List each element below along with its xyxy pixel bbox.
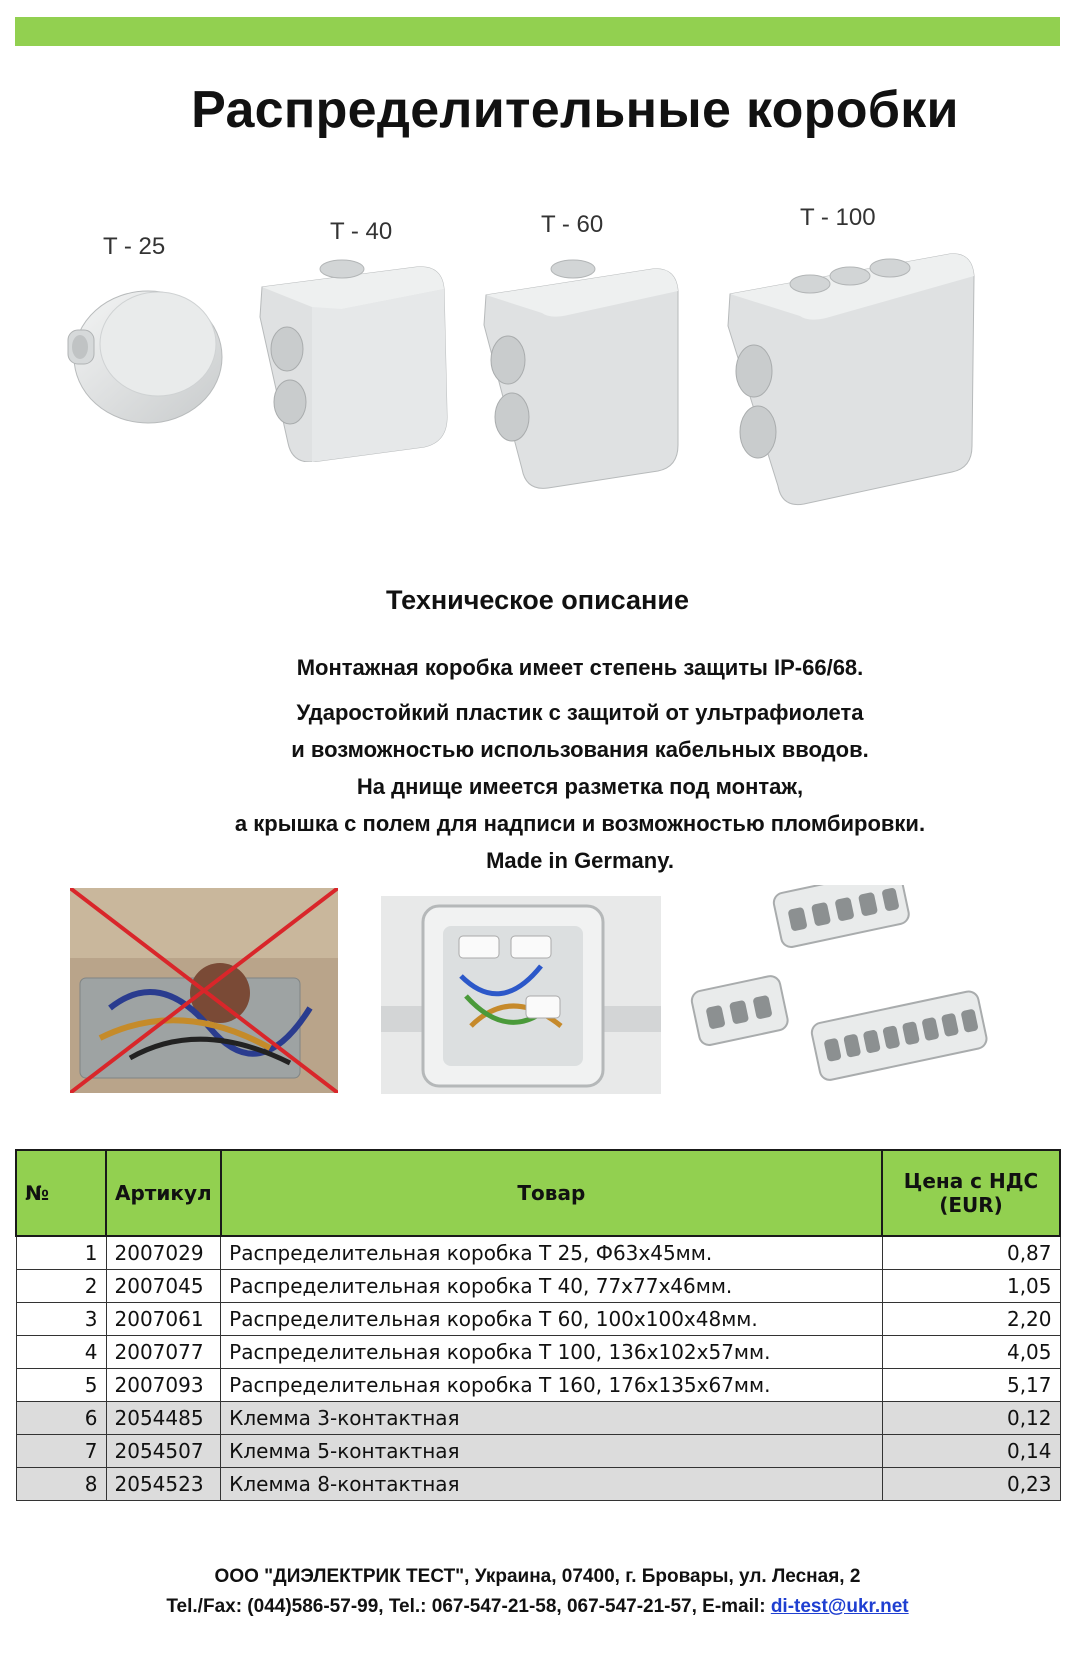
table-row (16, 1236, 1060, 1270)
cell-price: 2,20 (882, 1303, 1060, 1336)
cell-article: 2007077 (106, 1336, 221, 1369)
messy-wiring-photo (70, 888, 338, 1093)
cell-price: 0,23 (882, 1468, 1060, 1501)
footer-address: ООО "ДИЭЛЕКТРИК ТЕСТ", Украина, 07400, г. Бровары, ул. Лесная, 2 (214, 1566, 861, 1587)
header-price-line1: Цена с НДС (903, 1169, 1039, 1193)
table-row (16, 1369, 1060, 1402)
description-line-3: и возможностью использования кабельных вводов. (291, 737, 869, 762)
cell-article: 2007029 (106, 1236, 221, 1270)
junction-box-t100-image (722, 236, 977, 506)
description-line-4: На днище имеется разметка под монтаж, (356, 774, 804, 799)
cell-article: 2054485 (106, 1402, 221, 1435)
table-row (16, 1402, 1060, 1435)
cell-product: Клемма 8-контактная (221, 1468, 882, 1501)
cell-num: 1 (16, 1236, 106, 1270)
header-price-line2: (EUR) (939, 1193, 1003, 1217)
product-label-t40: T - 40 (330, 218, 393, 245)
cell-product: Клемма 5-контактная (221, 1435, 882, 1468)
cell-product: Распределительная коробка Т 100, 136х102х57мм. (221, 1336, 882, 1369)
cell-article: 2007093 (106, 1369, 221, 1402)
description-line-2: Ударостойкий пластик с защитой от ультрафиолета (296, 700, 864, 725)
table-row (16, 1303, 1060, 1336)
cell-product: Клемма 3-контактная (221, 1402, 882, 1435)
cell-product: Распределительная коробка Т 25, Ф63х45мм. (221, 1236, 882, 1270)
product-label-t100: T - 100 (800, 204, 876, 231)
cell-num: 3 (16, 1303, 106, 1336)
cell-num: 2 (16, 1270, 106, 1303)
cell-price: 0,12 (882, 1402, 1060, 1435)
product-label-t60: T - 60 (541, 211, 604, 238)
product-label-t25: T - 25 (103, 233, 166, 260)
header-num: № (16, 1150, 106, 1236)
header-product: Товар (221, 1150, 882, 1236)
cell-product: Распределительная коробка Т 160, 176х135х67мм. (221, 1369, 882, 1402)
cell-num: 4 (16, 1336, 106, 1369)
table-row (16, 1270, 1060, 1303)
page-title: Распределительные коробки (191, 81, 959, 139)
cell-article: 2007061 (106, 1303, 221, 1336)
cell-num: 5 (16, 1369, 106, 1402)
cell-price: 5,17 (882, 1369, 1060, 1402)
junction-box-t40-image (252, 257, 452, 462)
top-accent-bar (15, 17, 1060, 46)
cell-num: 6 (16, 1402, 106, 1435)
description-line-6: Made in Germany. (486, 848, 674, 873)
terminal-clamps-photo (682, 885, 990, 1095)
header-price (882, 1150, 1060, 1236)
footer-email-link[interactable]: di-test@ukr.net (770, 1596, 909, 1617)
footer-phones: Tel./Fax: (044)586-57-99, Tel.: 067-547-21-58, 067-547-21-57, E-mail: (166, 1596, 771, 1617)
table-row (16, 1336, 1060, 1369)
cell-article: 2007045 (106, 1270, 221, 1303)
cell-article: 2054507 (106, 1435, 221, 1468)
cell-product: Распределительная коробка Т 40, 77х77х46мм. (221, 1270, 882, 1303)
table-row (16, 1435, 1060, 1468)
cell-num: 8 (16, 1468, 106, 1501)
cell-price: 4,05 (882, 1336, 1060, 1369)
price-table (15, 1149, 1061, 1501)
table-row (16, 1468, 1060, 1501)
description-line-1: Монтажная коробка имеет степень защиты IP-66/68. (296, 655, 864, 680)
header-article: Артикул (106, 1150, 221, 1236)
section-title: Техническое описание (386, 585, 689, 615)
cell-product: Распределительная коробка Т 60, 100х100х48мм. (221, 1303, 882, 1336)
description-line-5: а крышка с полем для надписи и возможностью пломбировки. (234, 811, 926, 836)
cell-price: 1,05 (882, 1270, 1060, 1303)
cell-article: 2054523 (106, 1468, 221, 1501)
cell-price: 0,87 (882, 1236, 1060, 1270)
footer-contacts (0, 1596, 1075, 1618)
cell-num: 7 (16, 1435, 106, 1468)
junction-box-t60-image (478, 255, 683, 490)
cell-price: 0,14 (882, 1435, 1060, 1468)
junction-box-t25-image (66, 282, 226, 427)
table-header-row (16, 1150, 1060, 1236)
installed-box-photo (381, 896, 661, 1094)
